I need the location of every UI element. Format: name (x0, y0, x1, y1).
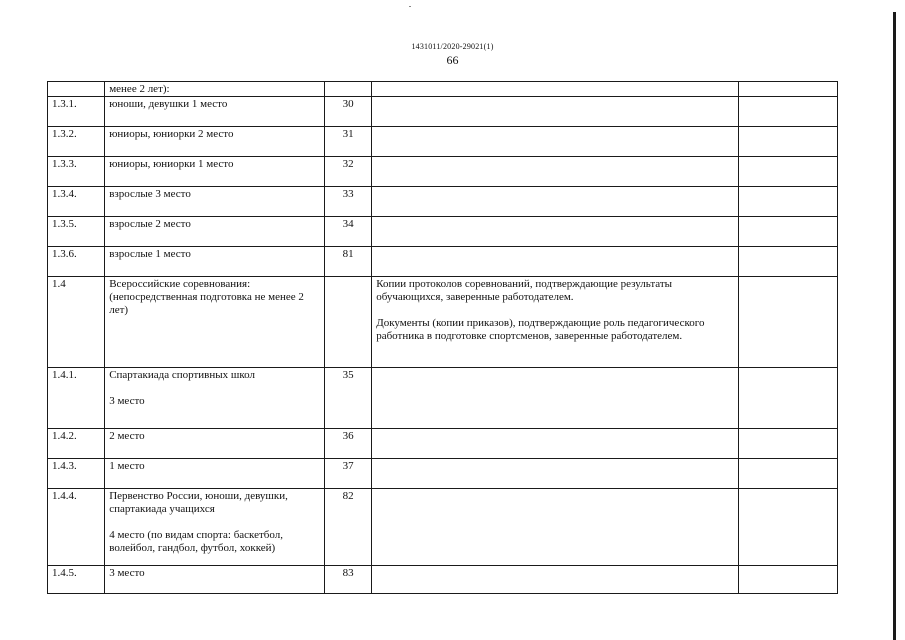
row-number: 1.4.1. (48, 368, 105, 429)
table-row (48, 429, 838, 459)
criterion-heading: Первенство России, юноши, девушки, спартакиада учащихся (109, 490, 288, 515)
table-row (48, 157, 838, 187)
table-row (48, 368, 838, 429)
row-extra (738, 97, 837, 127)
row-extra (738, 566, 837, 594)
page-number: 66 (446, 53, 459, 67)
row-points: 34 (325, 217, 372, 247)
row-criterion: взрослые 1 место (105, 247, 325, 277)
row-number: 1.3.4. (48, 187, 105, 217)
row-number: 1.4.3. (48, 459, 105, 489)
row-criterion: юниоры, юниорки 2 место (105, 127, 325, 157)
row-documents (372, 187, 738, 217)
row-points: 37 (325, 459, 372, 489)
document-id: 1431011/2020-29021(1) (411, 42, 494, 51)
row-points: 30 (325, 97, 372, 127)
row-extra (738, 217, 837, 247)
row-points: 33 (325, 187, 372, 217)
row-criterion: 3 место (105, 566, 325, 594)
table-row (48, 566, 838, 594)
scan-speck (409, 6, 411, 7)
row-number: 1.4.4. (48, 489, 105, 566)
row-criterion: взрослые 2 место (105, 217, 325, 247)
documents-paragraph-protocols: Копии протоколов соревнований, подтверждающие результаты обучающихся, заверенные работодателем. (376, 278, 673, 303)
row-documents (372, 459, 738, 489)
row-documents (372, 429, 738, 459)
table-row (48, 82, 838, 97)
table-row (48, 97, 838, 127)
documents-paragraph-orders: Документы (копии приказов), подтверждающие роль педагогического работника в подготовке спортсменов, заверенные работодателем. (376, 317, 705, 342)
row-criterion: юноши, девушки 1 место (105, 97, 325, 127)
row-documents (372, 277, 738, 368)
table-row (48, 277, 838, 368)
criterion-place: 3 место (109, 395, 145, 407)
row-criterion: юниоры, юниорки 1 место (105, 157, 325, 187)
criterion-place: 4 место (по видам спорта: баскетбол, волейбол, гандбол, футбол, хоккей) (109, 529, 284, 554)
scan-edge-line (893, 12, 896, 640)
row-criterion: менее 2 лет): (105, 82, 325, 97)
row-documents (372, 217, 738, 247)
row-documents (372, 368, 738, 429)
row-criterion (105, 368, 325, 429)
row-points (325, 277, 372, 368)
row-points: 31 (325, 127, 372, 157)
row-extra (738, 247, 837, 277)
row-number: 1.4 (48, 277, 105, 368)
table-row (48, 187, 838, 217)
row-extra (738, 277, 837, 368)
row-points: 35 (325, 368, 372, 429)
row-extra (738, 429, 837, 459)
row-points: 82 (325, 489, 372, 566)
table-row (48, 247, 838, 277)
row-documents (372, 566, 738, 594)
row-number: 1.3.5. (48, 217, 105, 247)
row-number: 1.3.2. (48, 127, 105, 157)
row-documents (372, 82, 738, 97)
table-row (48, 489, 838, 566)
row-points: 83 (325, 566, 372, 594)
row-documents (372, 157, 738, 187)
row-number: 1.4.2. (48, 429, 105, 459)
row-extra (738, 489, 837, 566)
row-criterion: Всероссийские соревнования: (непосредственная подготовка не менее 2 лет) (105, 277, 325, 368)
row-documents (372, 97, 738, 127)
row-extra (738, 82, 837, 97)
row-criterion: 2 место (105, 429, 325, 459)
row-extra (738, 459, 837, 489)
row-number: 1.3.3. (48, 157, 105, 187)
row-documents (372, 247, 738, 277)
row-points: 36 (325, 429, 372, 459)
row-number: 1.3.6. (48, 247, 105, 277)
table-row (48, 459, 838, 489)
row-documents (372, 127, 738, 157)
row-points (325, 82, 372, 97)
criterion-heading: Спартакиада спортивных школ (109, 369, 255, 381)
row-extra (738, 187, 837, 217)
table-row (48, 217, 838, 247)
row-criterion (105, 489, 325, 566)
row-points: 81 (325, 247, 372, 277)
row-criterion: взрослые 3 место (105, 187, 325, 217)
row-extra (738, 157, 837, 187)
table-row (48, 127, 838, 157)
row-number (48, 82, 105, 97)
row-extra (738, 368, 837, 429)
criteria-table (47, 81, 838, 594)
row-number: 1.4.5. (48, 566, 105, 594)
row-points: 32 (325, 157, 372, 187)
row-number: 1.3.1. (48, 97, 105, 127)
row-documents (372, 489, 738, 566)
row-criterion: 1 место (105, 459, 325, 489)
row-extra (738, 127, 837, 157)
